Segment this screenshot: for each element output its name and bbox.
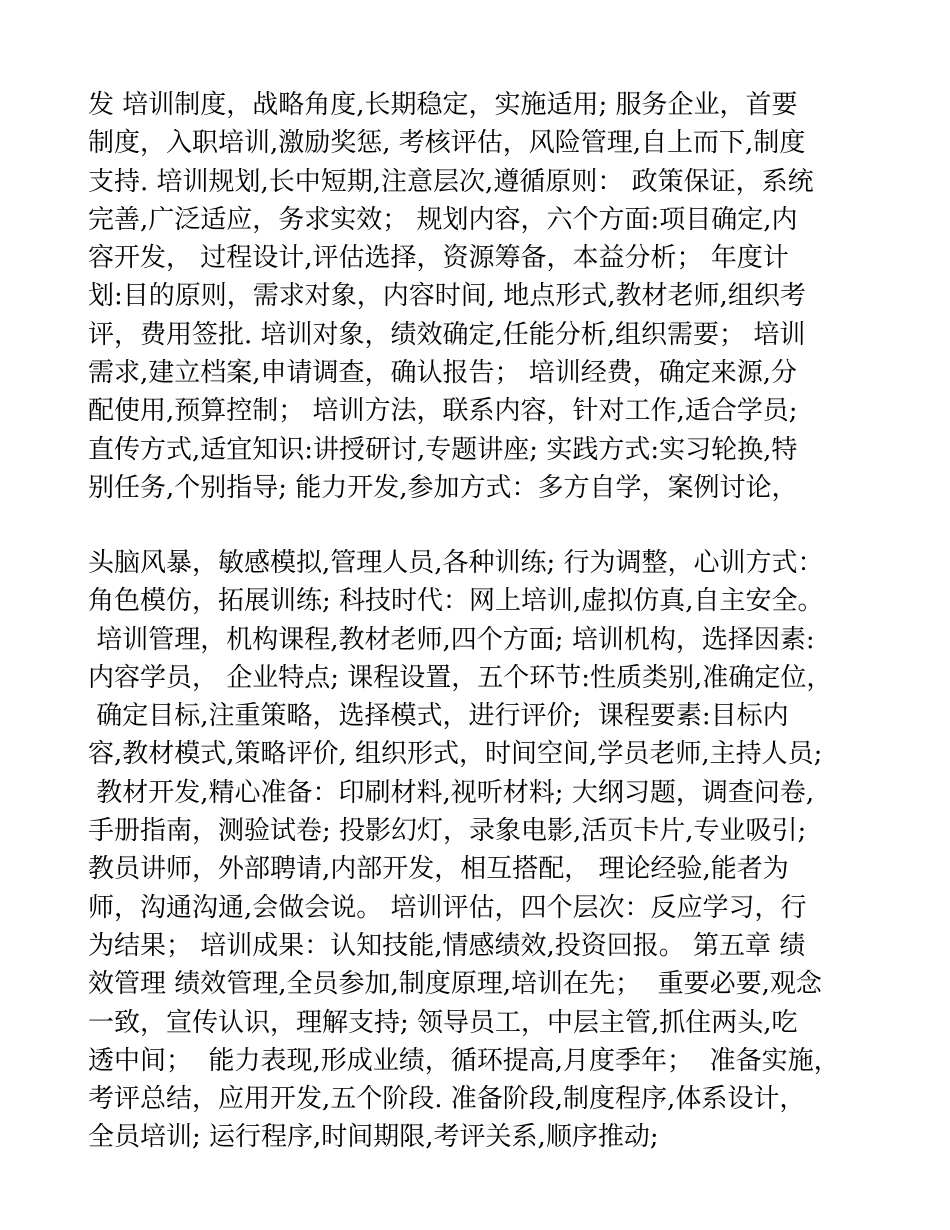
body-text-paragraph-2: 头脑风暴，敏感模拟,管理人员,各种训练; 行为调整，心训方式： 角色模仿，拓展训练; 科技时代：网上培训,虚拟仿真,自主安全。 培训管理，机构课程,教材老师,四个方面; 培训机构，选择因素: 内容学员， 企业特点; 课程设置，五个环节:性质类别,准确定位， 确定目标,注重策略，选择模式，进行评价; 课程要素:目标内 容,教材模式,策略评价, 组织形式，时间空间,学员老师,主持人员; 教材开发,精心准备：印刷材料,视听材料; 大纲习题，调查问卷, 手册指南，测验试卷; 投影幻灯，录象电影,活页卡片,专业吸引; 教员讲师，外部聘请,内部开发，相互搭配， 理论经验,能者为 师，沟通沟通,会做会说。 培训评估，四个层次：反应学习，行 为结果； 培训成果：认知技能,情感绩效,投资回报。 第五章 绩 效管理 绩效管理,全员参加,制度原理,培训在先； 重要必要,观念 一致，宣传认识，理解支持; 领导员工，中层主管,抓住两头,吃 透中间； 能力表现,形成业绩，循环提高,月度季年； 准备实施， 考评总结，应用开发,五个阶段. 准备阶段,制度程序,体系设计， 全员培训; 运行程序,时间期限,考评关系,顺序推动; [88,548,840,1153]
body-text-paragraph-1: 发 培训制度，战略角度,长期稳定，实施适用; 服务企业，首要 制度，入职培训,激励奖惩, 考核评估，风险管理,自上而下,制度 支持. 培训规划,长中短期,注意层次,遵循原则： 政策保证，系统 完善,广泛适应，务求实效； 规划内容，六个方面:项目确定,内 容开发， 过程设计,评估选择，资源筹备，本益分析； 年度计 划:目的原则，需求对象，内容时间, 地点形式,教材老师,组织考 评，费用签批. 培训对象，绩效确定,任能分析,组织需要； 培训 需求,建立档案,申请调查，确认报告； 培训经费，确定来源,分 配使用,预算控制； 培训方法，联系内容，针对工作,适合学员; 直传方式,适宜知识:讲授研讨,专题讲座; 实践方式:实习轮换,特 别任务,个别指导; 能力开发,参加方式：多方自学，案例讨论， [88,90,814,503]
